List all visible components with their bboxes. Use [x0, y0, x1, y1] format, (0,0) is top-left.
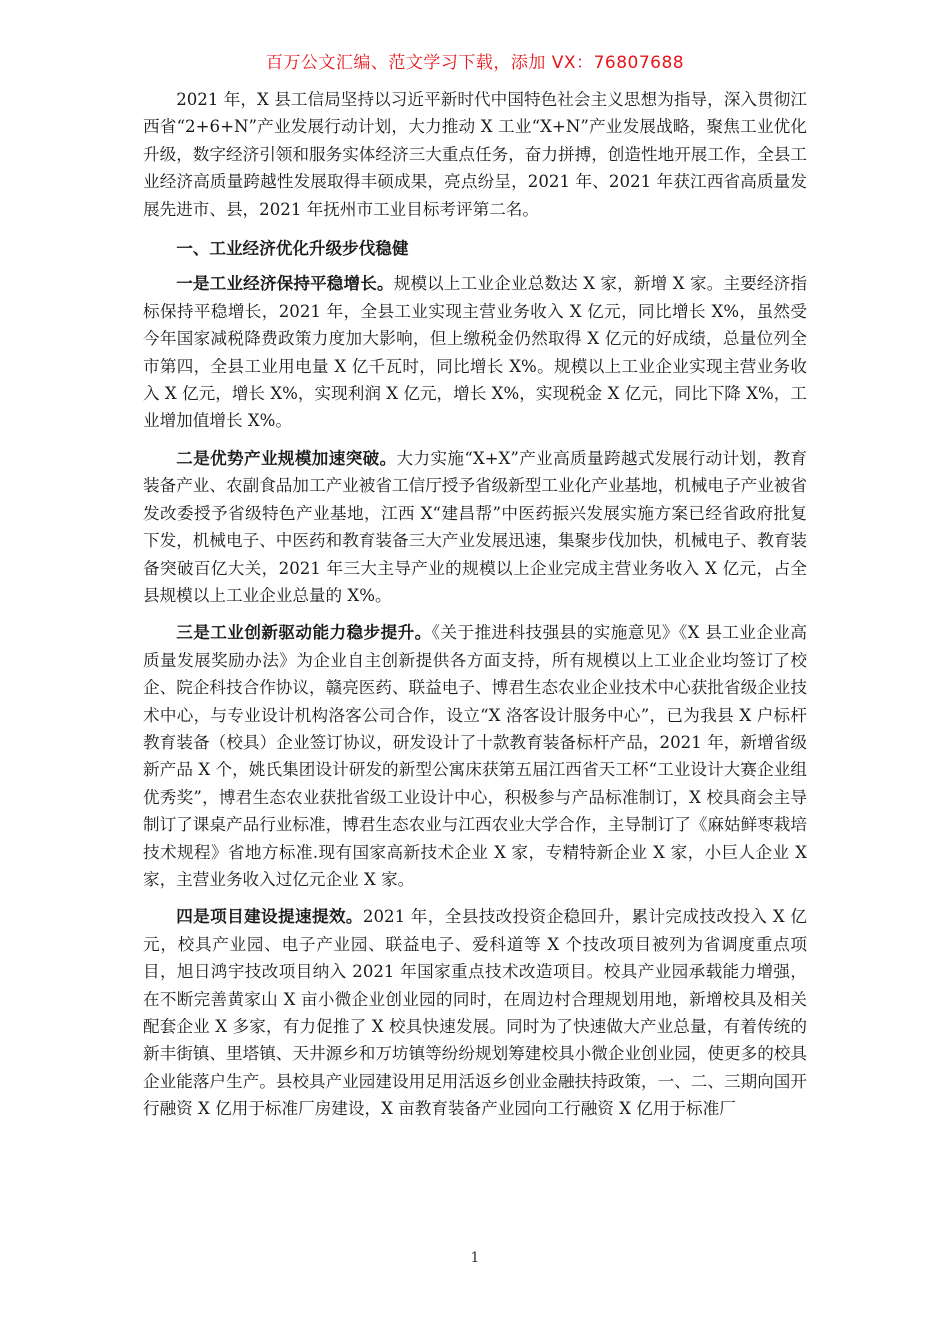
paragraph-lead: 三是工业创新驱动能力稳步提升。: [176, 622, 432, 643]
document-body: [143, 86, 807, 1123]
paragraph-lead: 一是工业经济保持平稳增长。: [176, 273, 394, 294]
paragraph-innovation: [143, 619, 807, 893]
paragraph-projects: [143, 903, 807, 1122]
paragraph-industry: [143, 445, 807, 609]
section-heading: 一、工业经济优化升级步伐稳健: [176, 238, 409, 259]
paragraph-text: 《关于推进科技强县的实施意见》《X 县工业企业高质量发展奖励办法》为企业自主创新提供各方面支持，所有规模以上工业企业均签订了校企、院企科技合作协议，赣亮医药、联益电子、博君生态农业企业技术中心获批省级企业技术中心，与专业设计机构洛客公司合作，设立“X 洛客设计服务中心”，已为我县 X 户标杆教育装备（校具）企业签订协议，研发设计了十款教育装备标杆产品，2021 年，新增省级新产品 X 个，姚氏集团设计研发的新型公寓床获第五届江西省天工杯“工业设计大赛企业组优秀奖”，博君生态农业获批省级工业设计中心，积极参与产品标准制订，X 校具商会主导制订了课桌产品行业标准，博君生态农业与江西农业大学合作，主导制订了《麻姑鲜枣栽培技术规程》省地方标准.现有国家高新技术企业 X 家，专精特新企业 X 家，小巨人企业 X 家，主营业务收入过亿元企业 X 家。: [143, 623, 807, 889]
paragraph-growth: [143, 270, 807, 434]
intro-paragraph: 2021 年，X 县工信局坚持以习近平新时代中国特色社会主义思想为指导，深入贯彻江西省“2+6+N”产业发展行动计划，大力推动 X 工业“X+N”产业发展战略，聚焦工业优化升级，数字经济引领和服务实体经济三大重点任务，奋力拼搏，创造性地开展工作，全县工业经济高质量跨越性发展取得丰硕成果，亮点纷呈，2021 年、2021 年获江西省高质量发展先进市、县，2021 年抚州市工业目标考评第二名。: [143, 90, 807, 219]
page-number: 1: [470, 1250, 480, 1266]
paragraph-lead: 二是优势产业规模加速突破。: [176, 447, 397, 468]
paragraph-text: 2021 年，全县技改投资企稳回升，累计完成技改投入 X 亿元，校具产业园、电子产业园、联益电子、爱科道等 X 个技改项目被列为省调度重点项目，旭日鸿宇技改项目纳入 2021 年国家重点技术改造项目。校具产业园承载能力增强，在不断完善黄家山 X 亩小微企业创业园的同时，在周边村合理规划用地，新增校具及相关配套企业 X 多家，有力促推了 X 校具快速发展。同时为了快速做大产业总量，有着传统的新丰街镇、里塔镇、天井源乡和万坊镇等纷纷规划筹建校具小微企业创业园，使更多的校具企业能落户生产。县校具产业园建设用足用活返乡创业金融扶持政策，一、二、三期向国开行融资 X 亿用于标准厂房建设，X 亩教育装备产业园向工行融资 X 亿用于标准厂: [143, 907, 808, 1119]
watermark-banner: 百万公文汇编、范文学习下载，添加 VX：76807688: [265, 53, 685, 73]
paragraph-text: 大力实施“X+X”产业高质量跨越式发展行动计划，教育装备产业、农副食品加工产业被省工信厅授予省级新型工业化产业基地，机械电子产业被省发改委授予省级特色产业基地，江西 X“建昌帮”中医药振兴发展实施方案已经省政府批复下发，机械电子、中医药和教育装备三大产业发展迅速，集聚步伐加快，机械电子、教育装备突破百亿大关，2021 年三大主导产业的规模以上企业完成主营业务收入 X 亿元，占全县规模以上工业企业总量的 X%。: [143, 448, 808, 605]
paragraph-lead: 四是项目建设提速提效。: [176, 906, 363, 927]
paragraph-text: 规模以上工业企业总数达 X 家，新增 X 家。主要经济指标保持平稳增长，2021 年，全县工业实现主营业务收入 X 亿元，同比增长 X%，虽然受今年国家减税降费政策力度加大影响，但上缴税金仍然取得 X 亿元的好成绩，总量位列全市第四，全县工业用电量 X 亿千瓦时，同比增长 X%。规模以上工业企业实现主营业务收入 X 亿元，增长 X%，实现利润 X 亿元，增长 X%，实现税金 X 亿元，同比下降 X%，工业增加值增长 X%。: [143, 274, 807, 431]
